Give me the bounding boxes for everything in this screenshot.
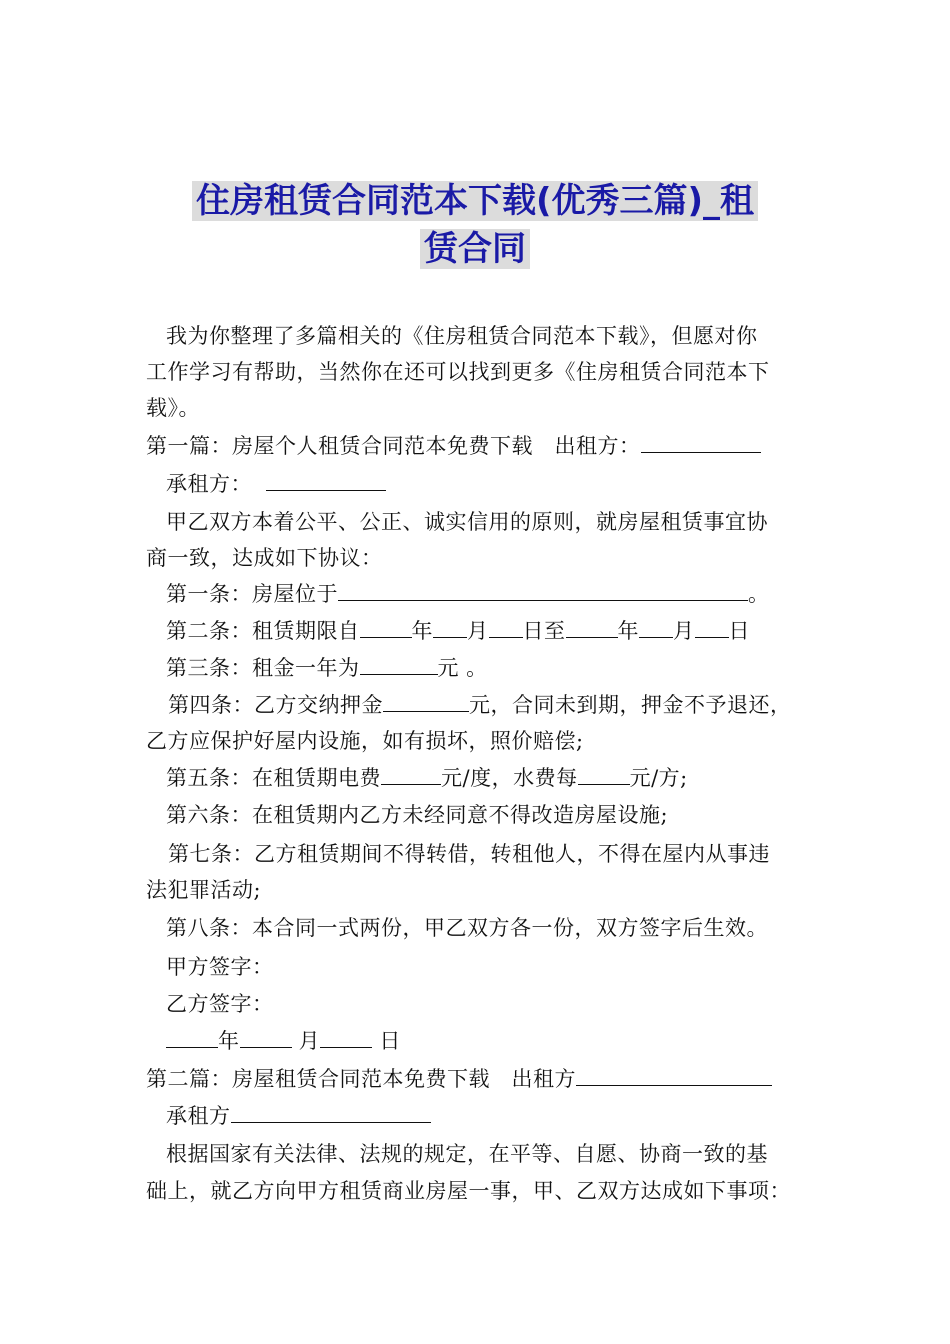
month-label-2: 月 — [673, 619, 695, 643]
party-b-signature: 乙方签字： — [166, 992, 274, 1016]
landlord-blank — [641, 434, 761, 453]
end-year-blank — [566, 619, 618, 638]
article-4-line-2: 乙方应保护好屋内设施，如有损坏，照价赔偿; — [146, 729, 584, 753]
water-blank — [578, 766, 630, 785]
article-1-text: 第一条：房屋位于 — [166, 582, 338, 606]
article-5-end: 元/方; — [629, 766, 688, 790]
article-5 — [166, 764, 688, 792]
part2-para-line-2: 础上，就乙方向甲方租赁商业房屋一事，甲、乙双方达成如下事项： — [146, 1179, 791, 1203]
part1-heading-text: 第一篇：房屋个人租赁合同范本免费下载 出租方： — [146, 434, 641, 458]
article-6: 第六条：在租赁期内乙方未经同意不得改造房屋设施; — [166, 803, 669, 827]
sign-year-blank — [166, 1029, 218, 1048]
tenant-label: 承租方： — [166, 472, 252, 496]
part1-para-line-2: 商一致，达成如下协议： — [146, 546, 383, 570]
party-a-signature: 甲方签字： — [166, 955, 274, 979]
document-title-line2: 赁合同 — [0, 224, 950, 274]
document-title-line1: 住房租赁合同范本下载(优秀三篇)_租 — [0, 176, 950, 226]
part2-tenant-label: 承租方 — [166, 1104, 231, 1128]
year-label-2: 年 — [617, 619, 639, 643]
article-1-end: 。 — [748, 582, 770, 606]
article-2 — [166, 617, 750, 645]
article-5-text-2: 元/度，水费每 — [441, 766, 578, 790]
start-year-blank — [360, 619, 412, 638]
article-7-line-2: 法犯罪活动; — [146, 878, 262, 902]
article-3-text: 第三条：租金一年为 — [166, 656, 360, 680]
part2-tenant — [166, 1102, 431, 1130]
deposit-blank — [383, 693, 469, 712]
article-4 — [168, 691, 792, 719]
sign-year-label: 年 — [218, 1029, 240, 1053]
intro-line-2: 工作学习有帮助，当然你在还可以找到更多《住房租赁合同范本下 — [146, 360, 770, 384]
end-day-blank — [695, 619, 729, 638]
start-day-blank — [489, 619, 523, 638]
part2-heading-text: 第二篇：房屋租赁合同范本免费下载 出租方 — [146, 1067, 576, 1091]
part1-para-line-1: 甲乙双方本着公平、公正、诚实信用的原则，就房屋租赁事宜协 — [166, 510, 768, 534]
article-2-text: 第二条：租赁期限自 — [166, 619, 360, 643]
part2-landlord-blank — [576, 1067, 772, 1086]
signature-date — [166, 1027, 401, 1055]
day-to-label: 日至 — [522, 619, 566, 643]
year-label: 年 — [411, 619, 433, 643]
part1-tenant — [166, 470, 386, 498]
intro-line-1: 我为你整理了多篇相关的《住房租赁合同范本下载》，但愿对你 — [166, 324, 758, 348]
article-8: 第八条：本合同一式两份，甲乙双方各一份，双方签字后生效。 — [166, 916, 768, 940]
article-1 — [166, 580, 770, 608]
part2-heading — [146, 1065, 772, 1093]
sign-month-label: 月 — [291, 1029, 321, 1053]
address-blank — [338, 582, 748, 601]
tenant-blank — [266, 472, 386, 491]
article-3-end: 元 。 — [437, 656, 488, 680]
sign-day-blank — [320, 1029, 372, 1048]
sign-day-label: 日 — [372, 1029, 401, 1053]
sign-month-blank — [240, 1029, 292, 1048]
electricity-blank — [381, 766, 441, 785]
rent-blank — [360, 656, 438, 675]
intro-line-3: 载》。 — [146, 396, 200, 420]
part2-tenant-blank — [231, 1104, 431, 1123]
start-month-blank — [433, 619, 467, 638]
month-label: 月 — [467, 619, 489, 643]
article-5-text: 第五条：在租赁期电费 — [166, 766, 381, 790]
end-month-blank — [639, 619, 673, 638]
article-7-line-1: 第七条：乙方租赁期间不得转借，转租他人，不得在屋内从事违 — [168, 842, 770, 866]
part2-para-line-1: 根据国家有关法律、法规的规定，在平等、自愿、协商一致的基 — [166, 1142, 768, 1166]
part1-heading — [146, 432, 761, 460]
article-3 — [166, 654, 488, 682]
article-4-text: 第四条：乙方交纳押金 — [168, 693, 383, 717]
day-label-2: 日 — [728, 619, 750, 643]
article-4-text-2: 元，合同未到期，押金不予退还， — [469, 693, 792, 717]
